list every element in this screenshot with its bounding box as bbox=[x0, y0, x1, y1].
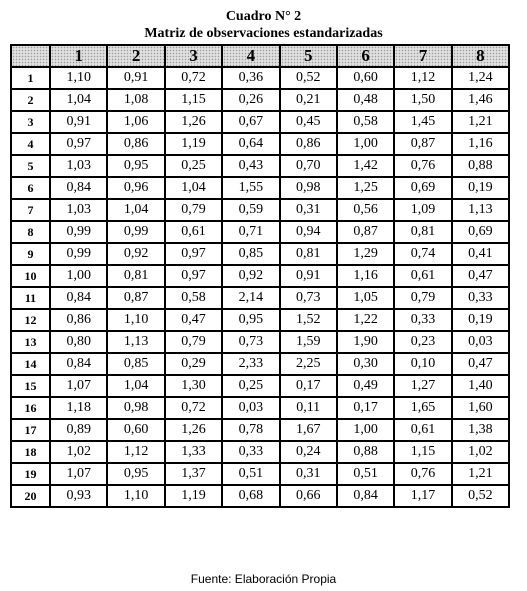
table-cell: 0,25 bbox=[165, 155, 222, 177]
table-cell: 0,97 bbox=[165, 243, 222, 265]
table-cell: 0,93 bbox=[50, 485, 107, 507]
table-cell: 1,08 bbox=[107, 89, 164, 111]
table-cell: 2,25 bbox=[280, 353, 337, 375]
row-header: 13 bbox=[11, 331, 50, 353]
table-cell: 0,98 bbox=[107, 397, 164, 419]
table-row bbox=[11, 155, 509, 177]
column-header: 2 bbox=[107, 45, 164, 67]
table-row bbox=[11, 133, 509, 155]
table-cell: 0,61 bbox=[394, 265, 451, 287]
table-cell: 0,60 bbox=[107, 419, 164, 441]
table-cell: 1,18 bbox=[50, 397, 107, 419]
row-header: 20 bbox=[11, 485, 50, 507]
table-cell: 1,52 bbox=[280, 309, 337, 331]
table-cell: 1,59 bbox=[280, 331, 337, 353]
table-cell: 0,87 bbox=[337, 221, 394, 243]
table-cell: 0,31 bbox=[280, 199, 337, 221]
column-header: 8 bbox=[452, 45, 509, 67]
table-cell: 1,04 bbox=[107, 199, 164, 221]
column-header: 1 bbox=[50, 45, 107, 67]
table-cell: 0,45 bbox=[280, 111, 337, 133]
table-cell: 0,21 bbox=[280, 89, 337, 111]
table-cell: 0,88 bbox=[452, 155, 509, 177]
table-cell: 1,00 bbox=[337, 133, 394, 155]
table-cell: 0,66 bbox=[280, 485, 337, 507]
table-cell: 0,87 bbox=[107, 287, 164, 309]
table-cell: 1,26 bbox=[165, 111, 222, 133]
table-cell: 1,12 bbox=[394, 67, 451, 89]
table-cell: 0,24 bbox=[280, 441, 337, 463]
table-row bbox=[11, 287, 509, 309]
table-cell: 0,17 bbox=[337, 397, 394, 419]
column-header: 5 bbox=[280, 45, 337, 67]
table-cell: 0,33 bbox=[452, 287, 509, 309]
table-cell: 0,89 bbox=[50, 419, 107, 441]
table-cell: 1,24 bbox=[452, 67, 509, 89]
table-cell: 0,10 bbox=[394, 353, 451, 375]
table-cell: 0,78 bbox=[222, 419, 279, 441]
row-header: 15 bbox=[11, 375, 50, 397]
table-cell: 0,52 bbox=[452, 485, 509, 507]
table-cell: 0,97 bbox=[165, 265, 222, 287]
table-cell: 0,99 bbox=[50, 221, 107, 243]
row-header: 12 bbox=[11, 309, 50, 331]
table-cell: 0,85 bbox=[107, 353, 164, 375]
table-cell: 1,30 bbox=[165, 375, 222, 397]
table-cell: 0,61 bbox=[394, 419, 451, 441]
table-cell: 1,02 bbox=[452, 441, 509, 463]
table-cell: 0,17 bbox=[280, 375, 337, 397]
table-cell: 1,50 bbox=[394, 89, 451, 111]
table-cell: 1,16 bbox=[452, 133, 509, 155]
table-cell: 0,76 bbox=[394, 463, 451, 485]
table-cell: 1,25 bbox=[337, 177, 394, 199]
table-cell: 0,31 bbox=[280, 463, 337, 485]
table-row bbox=[11, 243, 509, 265]
table-cell: 1,60 bbox=[452, 397, 509, 419]
table-cell: 1,67 bbox=[280, 419, 337, 441]
table-cell: 0,41 bbox=[452, 243, 509, 265]
column-header: 4 bbox=[222, 45, 279, 67]
table-cell: 2,14 bbox=[222, 287, 279, 309]
table-cell: 1,03 bbox=[50, 199, 107, 221]
table-cell: 0,51 bbox=[222, 463, 279, 485]
table-cell: 0,73 bbox=[280, 287, 337, 309]
table-cell: 1,38 bbox=[452, 419, 509, 441]
table-cell: 1,19 bbox=[165, 485, 222, 507]
table-row bbox=[11, 397, 509, 419]
table-row bbox=[11, 353, 509, 375]
row-header: 19 bbox=[11, 463, 50, 485]
table-cell: 0,69 bbox=[394, 177, 451, 199]
table-cell: 0,64 bbox=[222, 133, 279, 155]
table-cell: 0,81 bbox=[394, 221, 451, 243]
row-header: 7 bbox=[11, 199, 50, 221]
table-row bbox=[11, 375, 509, 397]
table-cell: 1,00 bbox=[50, 265, 107, 287]
table-cell: 1,16 bbox=[337, 265, 394, 287]
table-cell: 0,79 bbox=[165, 331, 222, 353]
table-cell: 0,84 bbox=[50, 287, 107, 309]
table-cell: 0,96 bbox=[107, 177, 164, 199]
table-cell: 1,22 bbox=[337, 309, 394, 331]
row-header: 4 bbox=[11, 133, 50, 155]
table-cell: 0,03 bbox=[222, 397, 279, 419]
table-cell: 0,67 bbox=[222, 111, 279, 133]
table-cell: 1,37 bbox=[165, 463, 222, 485]
table-cell: 0,51 bbox=[337, 463, 394, 485]
table-cell: 1,55 bbox=[222, 177, 279, 199]
table-cell: 0,97 bbox=[50, 133, 107, 155]
table-cell: 1,10 bbox=[107, 485, 164, 507]
table-row bbox=[11, 111, 509, 133]
table-cell: 1,00 bbox=[337, 419, 394, 441]
table-cell: 0,68 bbox=[222, 485, 279, 507]
table-cell: 0,47 bbox=[165, 309, 222, 331]
table-cell: 0,30 bbox=[337, 353, 394, 375]
table-title: Cuadro N° 2 bbox=[225, 9, 302, 24]
table-cell: 0,79 bbox=[394, 287, 451, 309]
table-cell: 1,26 bbox=[165, 419, 222, 441]
table-source-note: Fuente: Elaboración Propia bbox=[190, 572, 337, 586]
table-cell: 1,21 bbox=[452, 111, 509, 133]
row-header: 8 bbox=[11, 221, 50, 243]
row-header: 2 bbox=[11, 89, 50, 111]
table-cell: 0,25 bbox=[222, 375, 279, 397]
table-cell: 1,05 bbox=[337, 287, 394, 309]
table-cell: 0,81 bbox=[280, 243, 337, 265]
table-cell: 1,10 bbox=[50, 67, 107, 89]
row-header: 18 bbox=[11, 441, 50, 463]
table-cell: 0,95 bbox=[107, 463, 164, 485]
table-cell: 1,27 bbox=[394, 375, 451, 397]
table-cell: 0,70 bbox=[280, 155, 337, 177]
table-cell: 0,84 bbox=[337, 485, 394, 507]
table-cell: 1,02 bbox=[50, 441, 107, 463]
column-header: 7 bbox=[394, 45, 451, 67]
table-cell: 1,07 bbox=[50, 375, 107, 397]
table-cell: 1,09 bbox=[394, 199, 451, 221]
table-cell: 0,36 bbox=[222, 67, 279, 89]
table-cell: 0,69 bbox=[452, 221, 509, 243]
table-cell: 0,72 bbox=[165, 67, 222, 89]
table-cell: 0,47 bbox=[452, 353, 509, 375]
table-row bbox=[11, 89, 509, 111]
table-cell: 0,43 bbox=[222, 155, 279, 177]
table-cell: 1,29 bbox=[337, 243, 394, 265]
table-cell: 0,73 bbox=[222, 331, 279, 353]
table-cell: 1,12 bbox=[107, 441, 164, 463]
table-cell: 0,49 bbox=[337, 375, 394, 397]
table-cell: 0,88 bbox=[337, 441, 394, 463]
row-header: 1 bbox=[11, 67, 50, 89]
table-cell: 0,56 bbox=[337, 199, 394, 221]
table-cell: 0,29 bbox=[165, 353, 222, 375]
table-cell: 1,06 bbox=[107, 111, 164, 133]
observations-matrix-table bbox=[10, 44, 510, 508]
table-cell: 1,15 bbox=[165, 89, 222, 111]
table-cell: 0,03 bbox=[452, 331, 509, 353]
table-row bbox=[11, 441, 509, 463]
table-cell: 0,33 bbox=[222, 441, 279, 463]
table-cell: 0,11 bbox=[280, 397, 337, 419]
row-header: 3 bbox=[11, 111, 50, 133]
table-cell: 1,65 bbox=[394, 397, 451, 419]
table-cell: 0,99 bbox=[107, 221, 164, 243]
table-cell: 0,23 bbox=[394, 331, 451, 353]
table-cell: 2,33 bbox=[222, 353, 279, 375]
table-row bbox=[11, 331, 509, 353]
table-cell: 0,86 bbox=[107, 133, 164, 155]
row-header: 10 bbox=[11, 265, 50, 287]
table-subtitle: Matriz de observaciones estandarizadas bbox=[144, 26, 383, 41]
table-cell: 0,72 bbox=[165, 397, 222, 419]
table-cell: 1,10 bbox=[107, 309, 164, 331]
table-cell: 0,95 bbox=[107, 155, 164, 177]
table-caption bbox=[0, 8, 527, 42]
table-cell: 0,19 bbox=[452, 177, 509, 199]
table-cell: 0,79 bbox=[165, 199, 222, 221]
column-header: 3 bbox=[165, 45, 222, 67]
table-cell: 0,52 bbox=[280, 67, 337, 89]
row-header: 17 bbox=[11, 419, 50, 441]
table-cell: 0,80 bbox=[50, 331, 107, 353]
table-cell: 1,33 bbox=[165, 441, 222, 463]
table-row bbox=[11, 485, 509, 507]
table-cell: 1,19 bbox=[165, 133, 222, 155]
table-cell: 0,94 bbox=[280, 221, 337, 243]
table-cell: 1,07 bbox=[50, 463, 107, 485]
table-cell: 0,98 bbox=[280, 177, 337, 199]
table-cell: 0,59 bbox=[222, 199, 279, 221]
table-row bbox=[11, 199, 509, 221]
table-cell: 0,86 bbox=[280, 133, 337, 155]
table-cell: 0,86 bbox=[50, 309, 107, 331]
row-header: 9 bbox=[11, 243, 50, 265]
table-cell: 0,48 bbox=[337, 89, 394, 111]
table-cell: 0,92 bbox=[222, 265, 279, 287]
table-cell: 1,04 bbox=[165, 177, 222, 199]
table-cell: 1,40 bbox=[452, 375, 509, 397]
table-cell: 1,03 bbox=[50, 155, 107, 177]
table-cell: 1,46 bbox=[452, 89, 509, 111]
table-cell: 1,15 bbox=[394, 441, 451, 463]
row-header: 6 bbox=[11, 177, 50, 199]
table-cell: 0,47 bbox=[452, 265, 509, 287]
table-cell: 0,84 bbox=[50, 353, 107, 375]
table-cell: 0,95 bbox=[222, 309, 279, 331]
table-row bbox=[11, 309, 509, 331]
table-cell: 0,60 bbox=[337, 67, 394, 89]
table-cell: 1,04 bbox=[50, 89, 107, 111]
table-cell: 0,91 bbox=[107, 67, 164, 89]
table-cell: 0,99 bbox=[50, 243, 107, 265]
table-cell: 1,45 bbox=[394, 111, 451, 133]
row-header: 11 bbox=[11, 287, 50, 309]
table-cell: 0,76 bbox=[394, 155, 451, 177]
row-header: 5 bbox=[11, 155, 50, 177]
table-row bbox=[11, 265, 509, 287]
table-row bbox=[11, 67, 509, 89]
table-cell: 1,04 bbox=[107, 375, 164, 397]
row-header: 14 bbox=[11, 353, 50, 375]
table-cell: 0,58 bbox=[337, 111, 394, 133]
table-cell: 0,71 bbox=[222, 221, 279, 243]
corner-header-cell bbox=[11, 45, 50, 67]
table-cell: 1,21 bbox=[452, 463, 509, 485]
table-cell: 0,74 bbox=[394, 243, 451, 265]
table-cell: 0,91 bbox=[280, 265, 337, 287]
table-cell: 1,13 bbox=[452, 199, 509, 221]
table-row bbox=[11, 177, 509, 199]
table-body bbox=[11, 67, 509, 507]
table-cell: 0,92 bbox=[107, 243, 164, 265]
table-cell: 0,84 bbox=[50, 177, 107, 199]
table-row bbox=[11, 419, 509, 441]
table-cell: 0,61 bbox=[165, 221, 222, 243]
table-cell: 0,26 bbox=[222, 89, 279, 111]
table-cell: 1,13 bbox=[107, 331, 164, 353]
header-row bbox=[11, 45, 509, 67]
table-cell: 0,91 bbox=[50, 111, 107, 133]
table-cell: 0,85 bbox=[222, 243, 279, 265]
table-row bbox=[11, 221, 509, 243]
table-cell: 0,58 bbox=[165, 287, 222, 309]
column-header: 6 bbox=[337, 45, 394, 67]
table-row bbox=[11, 463, 509, 485]
table-cell: 0,33 bbox=[394, 309, 451, 331]
table-cell: 0,81 bbox=[107, 265, 164, 287]
table-cell: 1,42 bbox=[337, 155, 394, 177]
table-cell: 1,17 bbox=[394, 485, 451, 507]
table-cell: 0,87 bbox=[394, 133, 451, 155]
table-cell: 1,90 bbox=[337, 331, 394, 353]
table-cell: 0,19 bbox=[452, 309, 509, 331]
row-header: 16 bbox=[11, 397, 50, 419]
